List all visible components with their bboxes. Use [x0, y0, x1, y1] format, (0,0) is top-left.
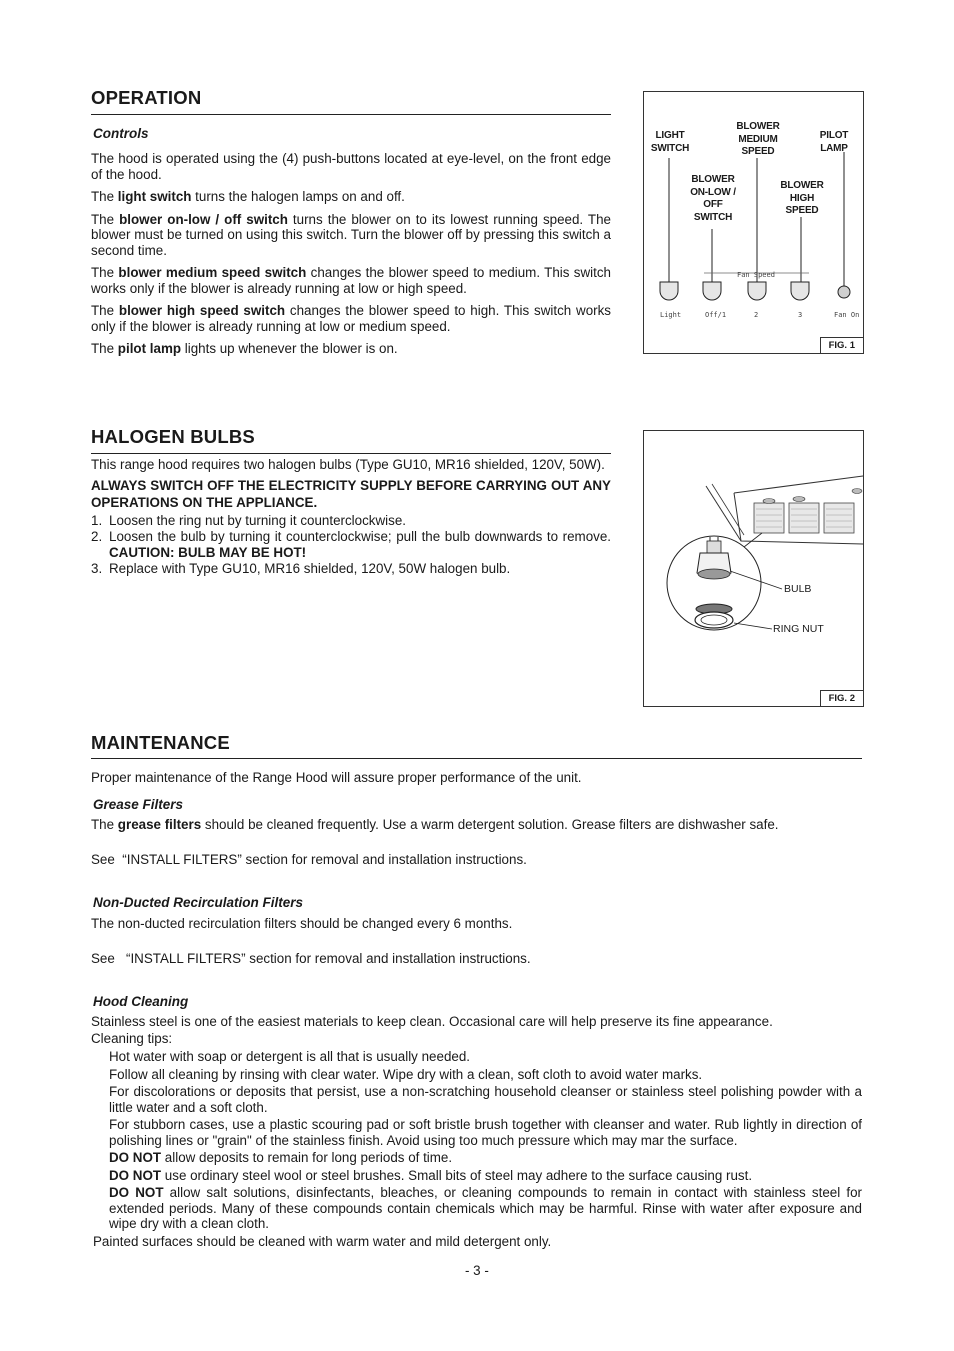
nonducted-see: See “INSTALL FILTERS” section for removal and installation instructions. — [91, 951, 531, 966]
fig1-blower-medium-label: BLOWER MEDIUM SPEED — [736, 121, 780, 157]
fig2-bulb-label: BULB — [784, 583, 812, 595]
page-number: - 3 - — [465, 1263, 489, 1278]
blower-high-desc: The blower high speed switch changes the blower speed to high. This switch works only if the blower is already running at low or medium speed. — [91, 303, 611, 334]
fig1-fan-speed-text: Fan Speed — [737, 271, 775, 279]
cleaning-tip-3: For discolorations or deposits that persist, use a non-scratching household cleanser or stainless steel polishing powder with a little water and a soft cloth. — [109, 1084, 862, 1115]
maintenance-rule — [91, 758, 862, 759]
halogen-heading: HALOGEN BULBS — [91, 426, 255, 447]
painted-surfaces-text: Painted surfaces should be cleaned with warm water and mild detergent only. — [93, 1233, 552, 1249]
maintenance-heading: MAINTENANCE — [91, 732, 230, 753]
fig1-blower-low-label: BLOWER ON-LOW / OFF SWITCH — [690, 174, 736, 223]
nonducted-heading: Non-Ducted Recirculation Filters — [93, 895, 304, 910]
cleaning-tip-1: Hot water with soap or detergent is all that is usually needed. — [109, 1049, 471, 1064]
grease-filters-see: See “INSTALL FILTERS” section for removal and installation instructions. — [91, 852, 527, 867]
hood-cleaning-heading: Hood Cleaning — [93, 994, 189, 1009]
grease-filters-heading: Grease Filters — [93, 797, 184, 812]
blower-medium-desc: The blower medium speed switch changes the blower speed to medium. This switch works only if the blower is already running at low or high speed. — [91, 265, 611, 296]
fig1-light-switch-label: LIGHT SWITCH — [650, 130, 690, 154]
maintenance-intro: Proper maintenance of the Range Hood will assure proper performance of the unit. — [91, 770, 582, 785]
fig1-three-text: 3 — [798, 311, 803, 319]
pilot-lamp-desc: The pilot lamp lights up whenever the blower is on. — [91, 341, 398, 356]
grease-filters-text: The grease filters should be cleaned frequently. Use a warm detergent solution. Grease filters are dishwasher safe. — [91, 817, 779, 832]
fig1-light-text: Light — [660, 311, 682, 319]
halogen-step-1: 1. Loosen the ring nut by turning it counterclockwise. — [91, 512, 406, 528]
fig1-blower-high-label: BLOWER HIGH SPEED — [780, 180, 824, 216]
operation-intro: The hood is operated using the (4) push-buttons located at eye-level, on the front edge of the hood. — [91, 151, 611, 182]
hood-cleaning-intro: Stainless steel is one of the easiest materials to keep clean. Occasional care will help preserve its fine appearance. — [91, 1014, 773, 1029]
nonducted-text: The non-ducted recirculation filters should be changed every 6 months. — [91, 916, 513, 931]
light-switch-desc: The light switch turns the halogen lamps on and off. — [91, 189, 405, 204]
operation-body — [91, 151, 611, 357]
fig1-label: FIG. 1 — [820, 337, 863, 353]
fig2-label: FIG. 2 — [820, 690, 863, 706]
cleaning-tip-7: DO NOT allow salt solutions, disinfectants, bleaches, or cleaning compounds to remain in contact with stainless steel for extended periods. Many of these compounds contain chemicals which may be harmful. Rinse with water after exposure and wipe dry with a clean cloth. — [109, 1185, 862, 1231]
halogen-intro: This range hood requires two halogen bulbs (Type GU10, MR16 shielded, 120V, 50W). — [91, 457, 605, 472]
fig1-pilot-lamp-label: PILOT LAMP — [819, 130, 849, 154]
fig1-fan-on-text: Fan On — [834, 311, 860, 319]
cleaning-tip-2: Follow all cleaning by rinsing with clear water. Wipe dry with a clean, soft cloth to avoid water marks. — [109, 1066, 703, 1082]
cleaning-tip-6: DO NOT use ordinary steel wool or steel brushes. Small bits of steel may adhere to the surface causing rust. — [109, 1167, 753, 1183]
operation-heading: OPERATION — [91, 87, 202, 108]
halogen-body — [91, 457, 611, 577]
fig1-two-text: 2 — [754, 311, 759, 319]
blower-low-desc: The blower on-low / off switch turns the blower on to its lowest running speed. The blower must be turned on using this switch. Turn the blower off by pressing this switch a second time. — [91, 211, 611, 258]
hood-cleaning-body — [91, 1014, 862, 1249]
halogen-rule — [91, 453, 611, 454]
halogen-steps — [91, 513, 611, 577]
halogen-step-3: 3. Replace with Type GU10, MR16 shielded, 120V, 50W halogen bulb. — [91, 561, 511, 576]
fig2-drawing — [644, 431, 863, 706]
fig2-bulb-diagram — [643, 430, 864, 707]
operation-rule — [91, 114, 611, 115]
fig2-ring-nut-label: RING NUT — [773, 623, 824, 635]
halogen-warning: ALWAYS SWITCH OFF THE ELECTRICITY SUPPLY BEFORE CARRYING OUT ANY OPERATIONS ON THE APPLIANCE. — [91, 477, 611, 510]
controls-heading: Controls — [93, 126, 149, 141]
fig1-off-text: Off/1 — [705, 311, 727, 319]
cleaning-tip-4: For stubborn cases, use a plastic scouring pad or soft bristle brush together with cleanser and water. Rub lightly in direction of polishing lines or "grain" of the stainless finish. Avoid using too much pressure which may mar the surface. — [109, 1117, 862, 1148]
cleaning-tip-5: DO NOT allow deposits to remain for long periods of time. — [109, 1150, 453, 1165]
cleaning-tips-label: Cleaning tips: — [91, 1030, 173, 1046]
halogen-step-2: 2. Loosen the bulb by turning it counterclockwise; pull the bulb downwards to remove. CAUTION: BULB MAY BE HOT! — [91, 529, 611, 560]
fig1-controls-diagram — [643, 91, 864, 354]
